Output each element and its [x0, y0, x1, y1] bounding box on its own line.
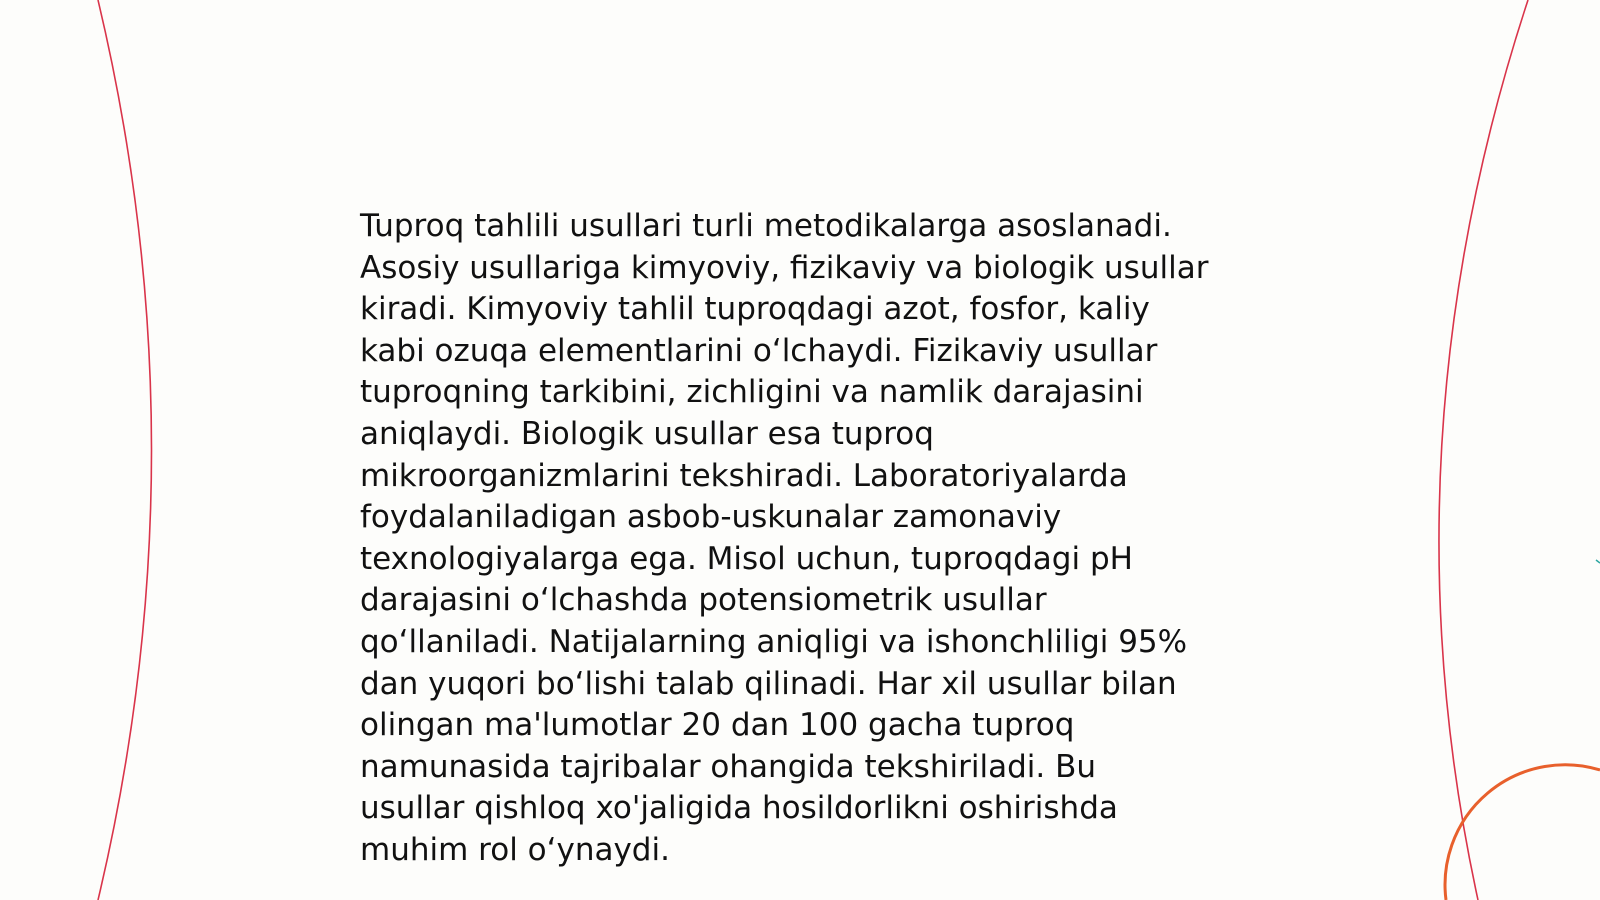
paragraph-line: Asosiy usullariga kimyoviy, fizikaviy va biologik usullar	[360, 249, 1209, 286]
paragraph-line: namunasida tajribalar ohangida tekshiriladi. Bu	[360, 748, 1096, 785]
paragraph-line: qo‘llaniladi. Natijalarning aniqligi va ishonchliligi 95%	[360, 623, 1188, 660]
paragraph-line: texnologiyalarga ega. Misol uchun, tuproqdagi pH	[360, 540, 1133, 577]
paragraph-line: Tuproq tahlili usullari turli metodikalarga asoslanadi.	[360, 208, 1172, 244]
paragraph-line: olingan ma'lumotlar 20 dan 100 gacha tuproq	[360, 707, 1075, 744]
paragraph-line: dan yuqori bo‘lishi talab qilinadi. Har xil usullar bilan	[360, 665, 1177, 702]
paragraph-line: aniqlaydi. Biologik usullar esa tuproq	[360, 415, 934, 452]
paragraph-line: tuproqning tarkibini, zichligini va namlik darajasini	[360, 374, 1144, 411]
teal-accent-mark	[1596, 560, 1600, 563]
paragraph-line: mikroorganizmlarini tekshiradi. Laboratoriyalarda	[360, 457, 1128, 494]
paragraph-line: foydalaniladigan asbob-uskunalar zamonaviy	[360, 499, 1062, 536]
paragraph-line: kabi ozuqa elementlarini o‘lchaydi. Fizikaviy usullar	[360, 332, 1158, 369]
left-decorative-curve	[98, 0, 152, 900]
paragraph-line: usullar qishloq xo'jaligida hosildorlikni oshirishda	[360, 790, 1118, 827]
orange-decorative-arc	[1445, 765, 1600, 900]
paragraph-line: muhim rol o‘ynaydi.	[360, 831, 670, 868]
body-paragraph	[360, 206, 1260, 872]
paragraph-line: kiradi. Kimyoviy tahlil tuproqdagi azot, fosfor, kaliy	[360, 291, 1150, 328]
right-decorative-curve	[1439, 0, 1528, 900]
paragraph-line: darajasini o‘lchashda potensiometrik usullar	[360, 582, 1047, 619]
